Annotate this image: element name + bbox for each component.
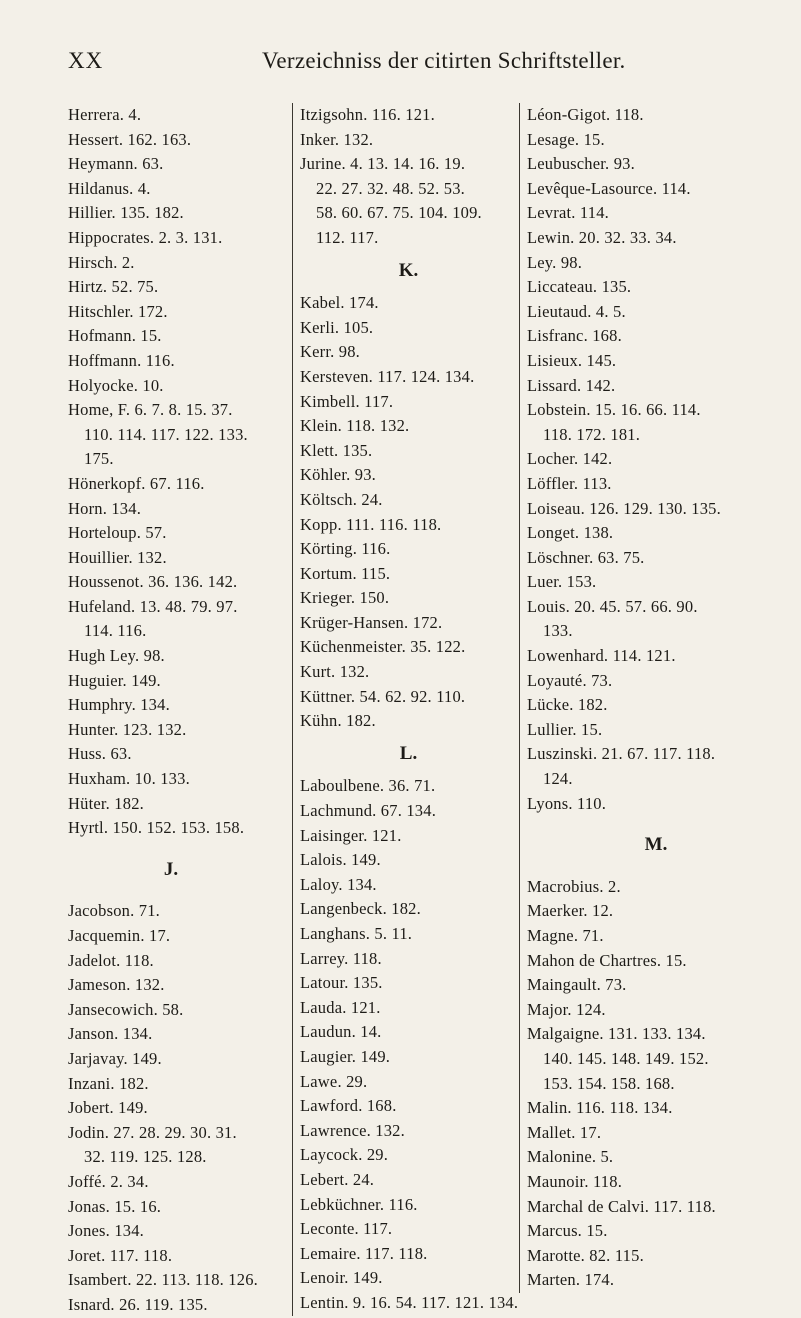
index-entry: Marcus. 15. xyxy=(527,1221,608,1241)
index-entry: Lieutaud. 4. 5. xyxy=(527,301,626,321)
index-entry: Hoffmann. 116. xyxy=(68,350,175,370)
index-entry-continuation: 114. 116. xyxy=(84,621,147,641)
index-entry: Jansecowich. 58. xyxy=(68,999,184,1019)
index-entry: Hufeland. 13. 48. 79. 97. xyxy=(68,596,238,616)
index-entry: Léon-Gigot. 118. xyxy=(527,105,644,124)
index-entry: Kimbell. 117. xyxy=(300,391,394,411)
running-title: Verzeichniss der citirten Schriftsteller. xyxy=(262,48,626,73)
index-entry: Kerr. 98. xyxy=(300,342,360,362)
letter-heading: L. xyxy=(399,742,418,764)
index-entry: Jameson. 132. xyxy=(68,975,165,995)
index-entry: Maerker. 12. xyxy=(527,901,614,921)
index-entry: Lebert. 24. xyxy=(300,1169,375,1189)
index-entry: Lentin. 9. 16. 54. 117. 121. 134. xyxy=(300,1292,519,1312)
index-entry: Lawrence. 132. xyxy=(300,1120,405,1140)
index-entry-continuation: 140. 145. 148. 149. 152. xyxy=(543,1048,709,1068)
index-entry: Lewin. 20. 32. 33. 34. xyxy=(527,227,677,247)
index-entry: Hönerkopf. 67. 116. xyxy=(68,473,205,493)
index-entry: Ley. 98. xyxy=(527,252,583,272)
index-entry: Lemaire. 117. 118. xyxy=(300,1243,428,1263)
index-entry: Lawford. 168. xyxy=(300,1096,397,1116)
index-entry: Hüter. 182. xyxy=(68,793,144,813)
index-column-2 xyxy=(292,103,517,1316)
index-entry: Jurine. 4. 13. 14. 16. 19. xyxy=(300,154,466,174)
index-entry: Kabel. 174. xyxy=(300,293,379,313)
index-entry: Lissard. 142. xyxy=(527,375,616,395)
letter-heading: M. xyxy=(644,834,668,856)
index-entry: Jacobson. 71. xyxy=(68,901,160,921)
index-entry: Jadelot. 118. xyxy=(68,950,154,970)
index-entry: Löschner. 63. 75. xyxy=(527,547,645,567)
index-entry: Jacquemin. 17. xyxy=(68,926,171,945)
index-entry: Loiseau. 126. 129. 130. 135. xyxy=(527,498,721,518)
index-entry: Lyons. 110. xyxy=(527,793,607,813)
index-entry: Kersteven. 117. 124. 134. xyxy=(300,366,475,386)
index-entry: Laloy. 134. xyxy=(300,874,377,894)
index-entry: Leubuscher. 93. xyxy=(527,154,635,174)
index-entry: Krieger. 150. xyxy=(300,588,390,608)
index-entry: Hessert. 162. 163. xyxy=(68,129,192,149)
index-entry-continuation: 118. 172. 181. xyxy=(543,424,641,444)
page-number: XX xyxy=(68,48,104,73)
index-entry: Lücke. 182. xyxy=(527,695,608,715)
index-entry: Leconte. 117. xyxy=(300,1219,393,1239)
index-entry: Heymann. 63. xyxy=(68,154,164,174)
index-entry: Joret. 117. 118. xyxy=(68,1245,173,1265)
index-entry: Kurt. 132. xyxy=(300,662,370,682)
index-entry: Herrera. 4. xyxy=(68,105,142,124)
index-entry: Laycock. 29. xyxy=(300,1145,389,1165)
index-entry: Hyrtl. 150. 152. 153. 158. xyxy=(68,818,245,838)
index-entry: Kortum. 115. xyxy=(300,563,391,583)
index-entry: Isnard. 26. 119. 135. xyxy=(68,1294,208,1314)
index-entry: Lobstein. 15. 16. 66. 114. xyxy=(527,400,701,420)
index-entry-continuation: 58. 60. 67. 75. 104. 109. xyxy=(316,203,482,223)
index-entry: Langenbeck. 182. xyxy=(300,899,421,919)
index-entry: Jones. 134. xyxy=(68,1221,144,1241)
index-entry: Kopp. 111. 116. 118. xyxy=(300,514,442,534)
index-entry: Malonine. 5. xyxy=(527,1147,614,1167)
index-entry: Horn. 134. xyxy=(68,498,142,518)
index-entry: Lullier. 15. xyxy=(527,719,603,739)
index-entry: Laboulbene. 36. 71. xyxy=(300,776,436,796)
index-entry: Langhans. 5. 11. xyxy=(300,924,413,943)
index-entry: Malin. 116. 118. 134. xyxy=(527,1098,673,1118)
index-entry: Hirtz. 52. 75. xyxy=(68,277,159,297)
index-entry-continuation: 175. xyxy=(84,449,114,469)
index-entry: Laisinger. 121. xyxy=(300,825,402,845)
index-entry: Major. 124. xyxy=(527,999,606,1019)
index-entry: Inzani. 182. xyxy=(68,1073,149,1093)
index-entry-continuation: 133. xyxy=(543,621,573,641)
index-entry: Lisfranc. 168. xyxy=(527,326,622,346)
index-entry: Lowenhard. 114. 121. xyxy=(527,646,676,666)
index-entry: Itzigsohn. 116. 121. xyxy=(300,105,435,124)
index-entry: Huxham. 10. 133. xyxy=(68,769,190,789)
index-entry: Küchenmeister. 35. 122. xyxy=(300,637,466,657)
index-entry: Jobert. 149. xyxy=(68,1098,148,1118)
index-entry: Longet. 138. xyxy=(527,523,614,543)
index-entry: Krüger-Hansen. 172. xyxy=(300,612,443,632)
index-entry-continuation: 32. 119. 125. 128. xyxy=(84,1147,207,1167)
index-entry: Mallet. 17. xyxy=(527,1122,602,1142)
index-entry: Holyocke. 10. xyxy=(68,375,164,395)
index-entry: Malgaigne. 131. 133. 134. xyxy=(527,1024,706,1044)
index-entry: Laugier. 149. xyxy=(300,1046,391,1066)
index-entry: Home, F. 6. 7. 8. 15. 37. xyxy=(68,400,233,420)
index-entry: Lachmund. 67. 134. xyxy=(300,801,437,821)
page-header xyxy=(0,48,801,78)
index-entry: Lesage. 15. xyxy=(527,129,605,149)
index-entry: Larrey. 118. xyxy=(300,948,382,968)
index-entry: Laudun. 14. xyxy=(300,1022,382,1042)
index-column-3 xyxy=(519,103,785,1293)
index-entry-continuation: 22. 27. 32. 48. 52. 53. xyxy=(316,178,465,198)
letter-heading: K. xyxy=(398,259,419,281)
index-entry: Hildanus. 4. xyxy=(68,178,151,198)
index-entry: Löffler. 113. xyxy=(527,473,612,493)
index-entry: Maingault. 73. xyxy=(527,975,627,995)
letter-heading: J. xyxy=(163,858,179,880)
index-entry: Huss. 63. xyxy=(68,744,132,764)
index-column-1 xyxy=(68,103,274,1318)
index-entry: Hofmann. 15. xyxy=(68,326,162,346)
index-entry: Kühn. 182. xyxy=(300,711,376,731)
index-entry: Levêque-Lasource. 114. xyxy=(527,178,691,198)
index-entry: Hippocrates. 2. 3. 131. xyxy=(68,227,223,247)
index-entry: Louis. 20. 45. 57. 66. 90. xyxy=(527,596,698,616)
index-entry: Hugh Ley. 98. xyxy=(68,646,165,666)
index-entry: Houssenot. 36. 136. 142. xyxy=(68,572,238,592)
index-entry: Maunoir. 118. xyxy=(527,1171,623,1191)
index-entry: Lalois. 149. xyxy=(300,850,381,870)
index-entry: Mahon de Chartres. 15. xyxy=(527,950,687,970)
index-entry: Küttner. 54. 62. 92. 110. xyxy=(300,686,466,706)
index-entry: Marotte. 82. 115. xyxy=(527,1245,644,1265)
index-entry: Janson. 134. xyxy=(68,1024,153,1044)
index-entry: Latour. 135. xyxy=(300,973,383,993)
index-entry: Luszinski. 21. 67. 117. 118. xyxy=(527,744,716,764)
index-entry: Lisieux. 145. xyxy=(527,350,617,370)
index-entry: Loyauté. 73. xyxy=(527,670,613,690)
index-entry: Liccateau. 135. xyxy=(527,277,632,297)
index-entry: Lenoir. 149. xyxy=(300,1268,383,1288)
index-entry: Houillier. 132. xyxy=(68,547,167,567)
index-entry: Luer. 153. xyxy=(527,572,597,592)
index-entry: Lawe. 29. xyxy=(300,1071,368,1091)
index-entry: Isambert. 22. 113. 118. 126. xyxy=(68,1270,258,1290)
index-entry: Lauda. 121. xyxy=(300,997,381,1017)
index-entry: Humphry. 134. xyxy=(68,695,170,715)
index-entry: Macrobius. 2. xyxy=(527,876,621,896)
index-entry: Joffé. 2. 34. xyxy=(68,1171,149,1191)
index-entry: Kerli. 105. xyxy=(300,317,374,337)
index-entry-continuation: 110. 114. 117. 122. 133. xyxy=(84,424,248,444)
index-entry-continuation: 153. 154. 158. 168. xyxy=(543,1073,675,1093)
index-entry: Hirsch. 2. xyxy=(68,252,135,272)
index-entry: Klett. 135. xyxy=(300,440,373,460)
index-entry: Horteloup. 57. xyxy=(68,523,167,543)
index-entry: Jonas. 15. 16. xyxy=(68,1196,162,1216)
index-entry-continuation: 112. 117. xyxy=(316,227,379,247)
index-entry: Magne. 71. xyxy=(527,926,604,945)
index-entry: Körting. 116. xyxy=(300,539,391,559)
index-entry-continuation: 124. xyxy=(543,769,573,789)
index-entry: Jarjavay. 149. xyxy=(68,1048,162,1068)
index-entry: Klein. 118. 132. xyxy=(300,416,410,436)
index-entry: Jodin. 27. 28. 29. 30. 31. xyxy=(68,1122,237,1142)
index-entry: Marchal de Calvi. 117. 118. xyxy=(527,1196,716,1216)
index-entry: Locher. 142. xyxy=(527,449,613,469)
index-entry: Marten. 174. xyxy=(527,1270,615,1290)
index-entry: Huguier. 149. xyxy=(68,670,161,690)
index-entry: Köhler. 93. xyxy=(300,465,376,485)
index-entry: Hunter. 123. 132. xyxy=(68,719,187,739)
index-entry: Lebküchner. 116. xyxy=(300,1194,418,1214)
index-entry: Költsch. 24. xyxy=(300,489,383,509)
index-entry: Levrat. 114. xyxy=(527,203,609,223)
index-entry: Hitschler. 172. xyxy=(68,301,168,321)
index-entry: Hillier. 135. 182. xyxy=(68,203,184,223)
index-entry: Inker. 132. xyxy=(300,129,374,149)
